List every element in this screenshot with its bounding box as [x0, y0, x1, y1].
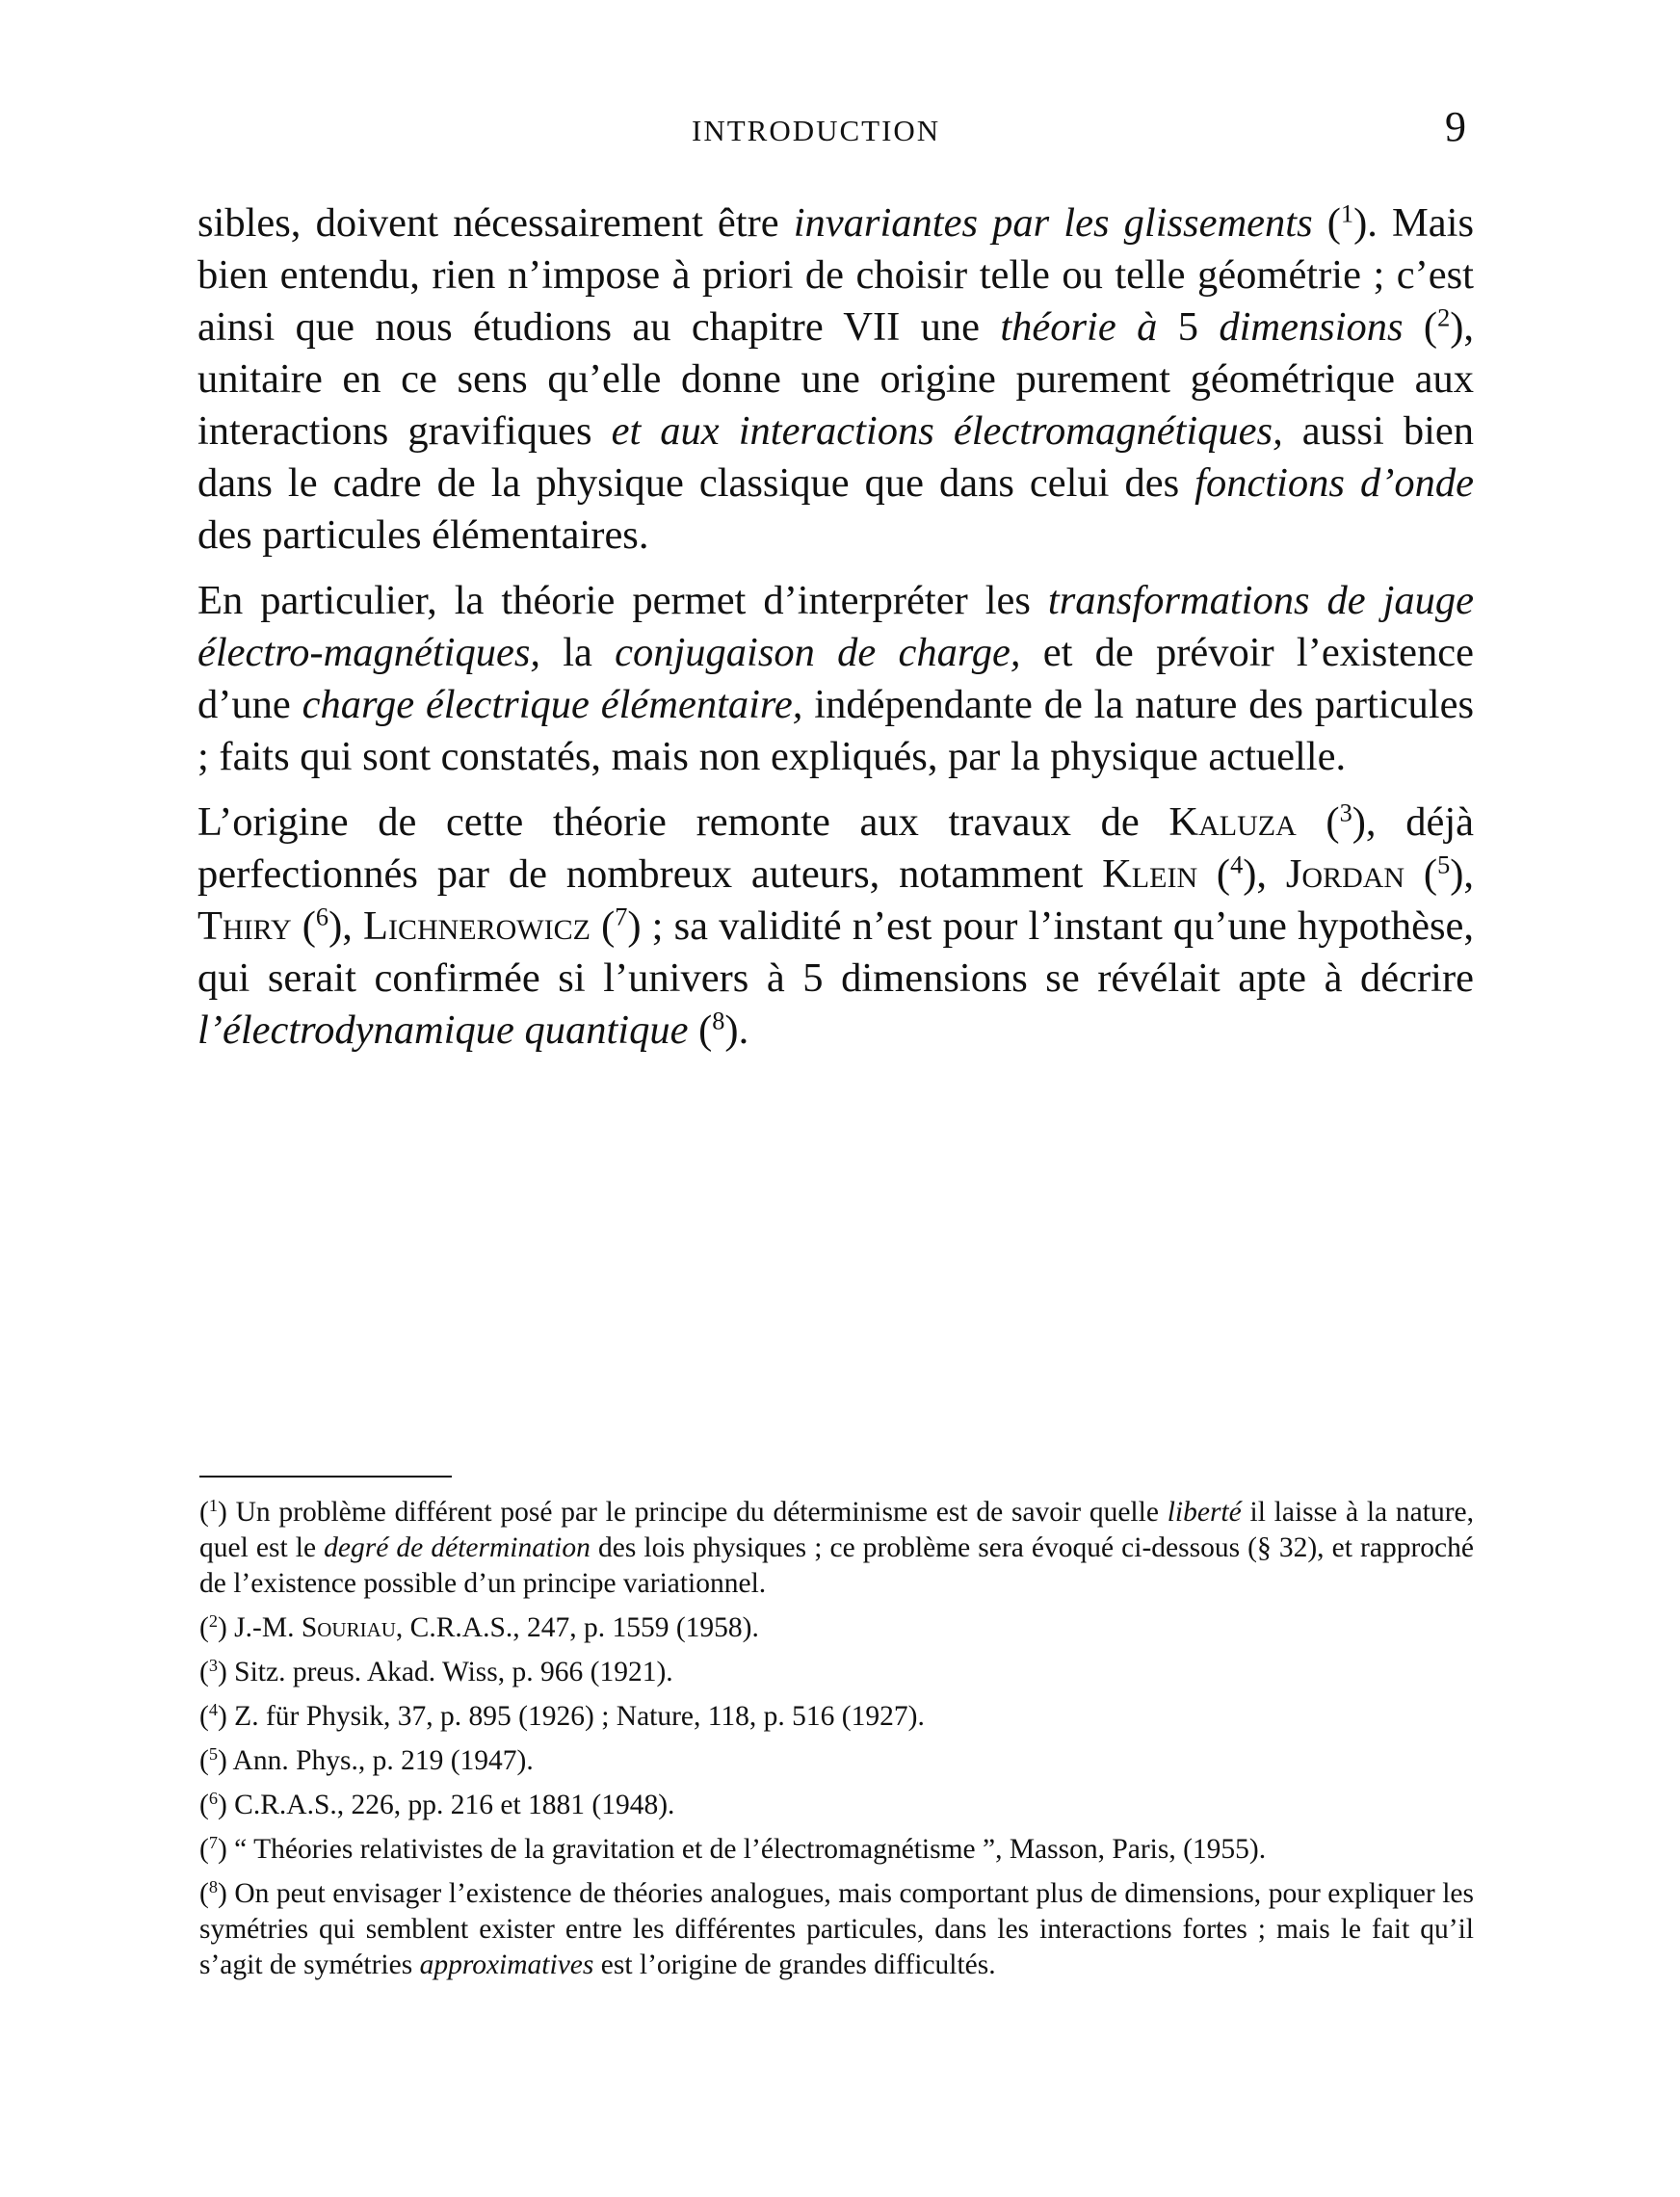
text-run: ) ; sa validité n’est pour l’instant qu’une hypothèse, qui serait confirmée si l’univers à 5 dimensions se révélait apte à décrire	[197, 903, 1474, 1001]
text-run: sibles, doivent nécessairement être	[197, 200, 794, 246]
footnote-number: 3	[208, 1655, 218, 1675]
footnote-ref: 7	[615, 902, 628, 931]
page-number: 9	[1445, 103, 1466, 150]
text-run: (	[1312, 200, 1341, 246]
italic-run: approximatives	[419, 1949, 594, 1980]
text-run: Ann. Phys., p. 219 (1947).	[232, 1745, 534, 1776]
paragraph	[197, 797, 1474, 1057]
author-name: Thiry	[197, 903, 292, 949]
text-run: ), unitaire en ce sens qu’elle donne une origine purement géométrique aux interactions gravifiques	[197, 304, 1475, 454]
footnote	[199, 1610, 1474, 1646]
text-run: ), déjà perfectionnés par de nombreux auteurs, notamment	[197, 799, 1474, 897]
author-name: Lichnerowicz	[363, 903, 591, 949]
footnote-mark: ($^3$)	[199, 1655, 235, 1687]
footnote-separator	[199, 1476, 452, 1478]
text-run: ),	[1243, 851, 1286, 897]
italic-run: théorie à	[1000, 304, 1158, 350]
footnote	[199, 1832, 1474, 1868]
text-run: aussi bien dans le cadre de la physique classique que dans celui des	[197, 408, 1474, 506]
footnote-number: 6	[208, 1788, 218, 1808]
footnote-mark: ($^2$)	[199, 1610, 235, 1643]
footnote	[199, 1743, 1474, 1779]
footnote-ref: 1	[1340, 199, 1354, 228]
italic-run: dimensions	[1219, 304, 1404, 350]
footnote-mark: ($^1$)	[199, 1495, 236, 1528]
italic-run: l’électrodynamique quantique	[197, 1007, 689, 1053]
italic-run: conjugaison de charge,	[615, 630, 1021, 675]
footnote-number: 1	[208, 1495, 218, 1515]
italic-run: liberté	[1167, 1497, 1242, 1528]
main-text	[197, 197, 1474, 1070]
footnote-mark: ($^5$)	[199, 1743, 233, 1776]
footnote-ref: 8	[712, 1007, 725, 1035]
text-run: ).	[724, 1007, 749, 1053]
text-run: (	[688, 1007, 713, 1053]
text-run: En particulier, la théorie permet d’interpréter les	[197, 578, 1048, 623]
italic-run: invariantes par les glissements	[793, 200, 1313, 246]
italic-run: charge électrique élémentaire,	[302, 682, 803, 727]
italic-run: et aux interactions électromagnétiques,	[611, 408, 1283, 454]
text-run: ),	[1450, 851, 1475, 897]
footnotes	[199, 1495, 1474, 1992]
footnote-mark: ($^4$)	[199, 1699, 235, 1732]
footnote	[199, 1876, 1474, 1983]
text-run: Sitz. preus. Akad. Wiss, p. 966 (1921).	[234, 1657, 673, 1687]
footnote-ref: 3	[1339, 798, 1352, 827]
text-run: la	[540, 630, 616, 675]
text-run: J.-M.	[234, 1612, 302, 1643]
footnote	[199, 1655, 1474, 1690]
footnote-number: 5	[208, 1743, 218, 1764]
text-run: “ Théories relativistes de la gravitation et de l’électromagnétisme ”, Masson, Paris, (1955).	[234, 1834, 1267, 1865]
paragraph	[197, 575, 1474, 783]
running-head	[0, 103, 1680, 156]
text-run: On peut envisager l’existence de théories analogues, mais comportant plus de dimensions, pour expliquer les symétries qui semblent exister entre les différentes particules, dans les interactions fortes ; mais le fait qu’il s’agit de symétries	[199, 1878, 1475, 1980]
text-run: (	[1296, 799, 1340, 845]
footnote-number: 4	[208, 1699, 218, 1719]
text-run: , C.R.A.S., 247, p. 1559 (1958).	[395, 1612, 759, 1643]
text-run: Z. für Physik, 37, p. 895 (1926) ; Nature, 118, p. 516 (1927).	[234, 1701, 925, 1732]
text-run: des particules élémentaires.	[197, 512, 649, 558]
italic-run: degré de détermination	[324, 1532, 591, 1563]
text-run: (	[1404, 851, 1438, 897]
text-run: et de prévoir l’existence d’une	[197, 630, 1474, 727]
text-run: L’origine de cette théorie remonte aux travaux de	[197, 799, 1169, 845]
author-name: Klein	[1102, 851, 1198, 897]
text-run: (	[590, 903, 616, 949]
footnote	[199, 1495, 1474, 1602]
text-run: il laisse à la nature, quel est le	[199, 1497, 1475, 1563]
footnote-number: 2	[208, 1610, 218, 1631]
footnote-number: 8	[208, 1876, 218, 1896]
author-name: Souriau	[301, 1612, 396, 1643]
footnote	[199, 1699, 1474, 1735]
footnote-ref: 5	[1437, 850, 1451, 879]
footnote-ref: 2	[1437, 303, 1451, 332]
text-run: des lois physiques ; ce problème sera évoqué ci-dessous (§ 32), et rapproché de l’existence possible d’un principe variationnel.	[199, 1532, 1474, 1599]
text-run: 5	[1157, 304, 1220, 350]
text-run: ). Mais bien entendu, rien n’impose à priori de choisir telle ou telle géométrie ; c’est ainsi que nous étudions au chapitre VII une	[197, 200, 1474, 350]
text-run: indépendante de la nature des particules ; faits qui sont constatés, mais non expliqués, par la physique actuelle.	[197, 682, 1474, 779]
footnote-number: 7	[208, 1832, 218, 1852]
footnote-mark: ($^8$)	[199, 1876, 235, 1909]
italic-run: fonctions d’onde	[1194, 460, 1474, 506]
footnote-mark: ($^6$)	[199, 1788, 235, 1820]
text-run: C.R.A.S., 226, pp. 216 et 1881 (1948).	[234, 1790, 675, 1820]
text-run: (	[1403, 304, 1438, 350]
footnote-ref: 4	[1230, 850, 1244, 879]
author-name: Kaluza	[1168, 799, 1297, 845]
text-run: est l’origine de grandes difficultés.	[593, 1949, 996, 1980]
italic-run: transformations de jauge électro-magnétiques,	[197, 578, 1474, 675]
text-run: ),	[328, 903, 363, 949]
author-name: Jordan	[1285, 851, 1405, 897]
footnote	[199, 1788, 1474, 1823]
footnote-mark: ($^7$)	[199, 1832, 235, 1865]
text-run: (	[1197, 851, 1231, 897]
running-title: INTRODUCTION	[692, 114, 941, 147]
footnote-ref: 6	[315, 902, 329, 931]
text-run: (	[291, 903, 316, 949]
paragraph	[197, 197, 1474, 562]
text-run: Un problème différent posé par le principe du déterminisme est de savoir quelle	[235, 1497, 1168, 1528]
